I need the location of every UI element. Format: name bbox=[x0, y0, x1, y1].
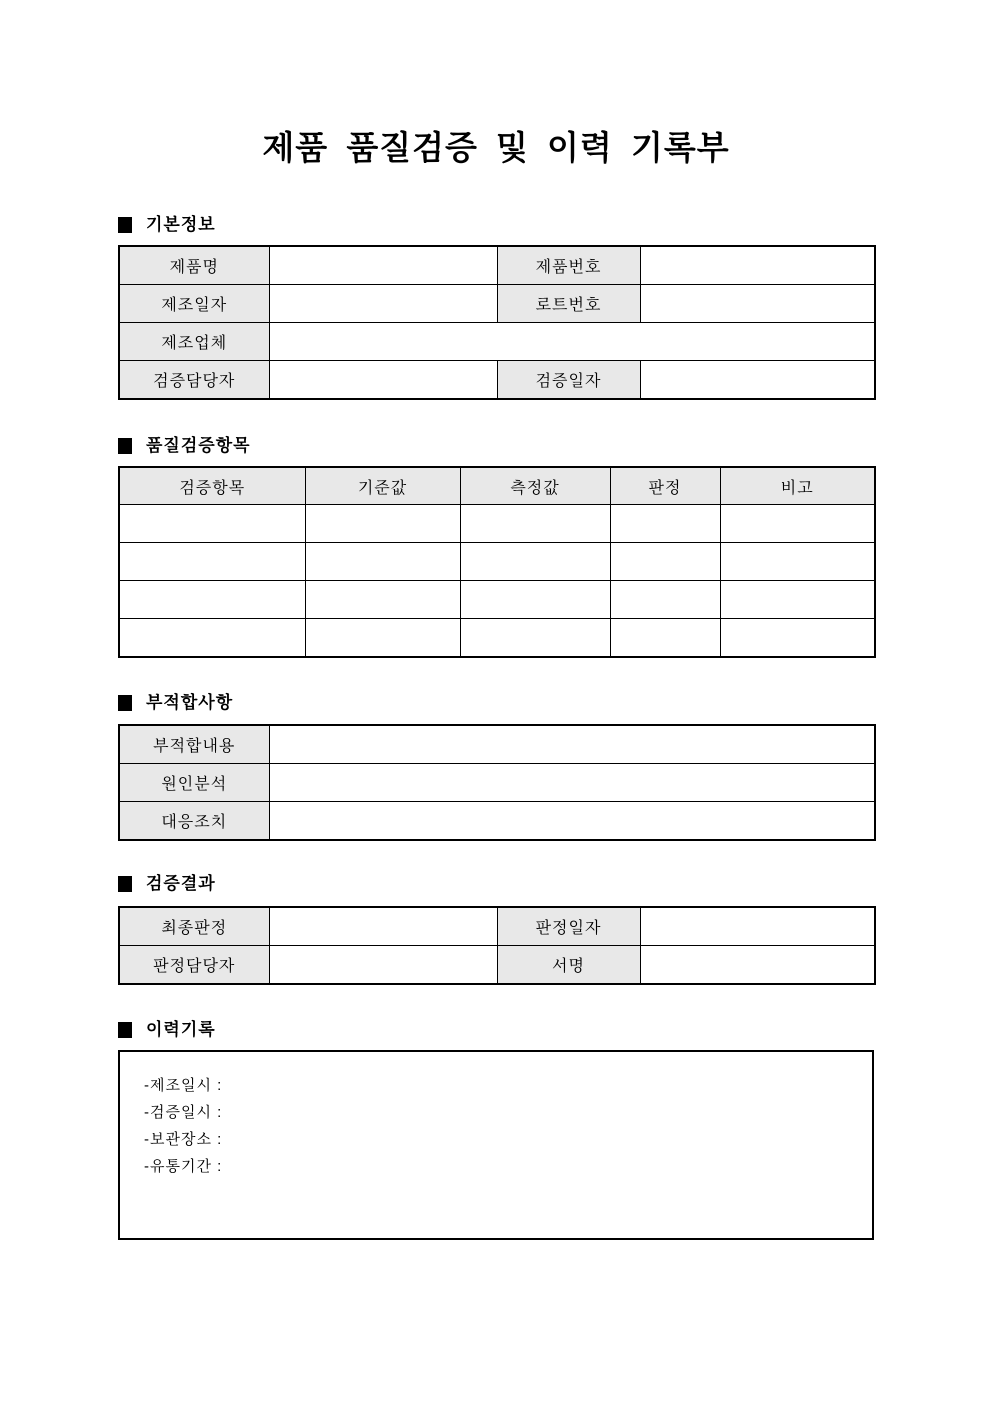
column-header-measured: 측정값 bbox=[460, 467, 610, 505]
basic-info-table bbox=[118, 245, 876, 400]
cell-judgement bbox=[610, 505, 720, 543]
history-record-box bbox=[118, 1050, 874, 1240]
section-marker-icon bbox=[118, 438, 132, 454]
table-row bbox=[119, 907, 875, 946]
value-nonconformance-content bbox=[269, 725, 875, 764]
table-row bbox=[119, 802, 875, 841]
label-final-judgement: 최종판정 bbox=[119, 907, 269, 946]
cell-standard bbox=[305, 505, 460, 543]
value-verification-date bbox=[640, 361, 875, 400]
column-header-item: 검증항목 bbox=[119, 467, 305, 505]
table-row bbox=[119, 323, 875, 361]
cell-item bbox=[119, 543, 305, 581]
section-heading-nonconformance bbox=[118, 693, 233, 713]
label-product-number: 제품번호 bbox=[497, 246, 640, 285]
section-heading-label: 이력기록 bbox=[146, 1020, 216, 1039]
column-header-remarks: 비고 bbox=[720, 467, 875, 505]
table-row bbox=[119, 946, 875, 985]
section-heading-label: 품질검증항목 bbox=[146, 436, 251, 455]
cell-remarks bbox=[720, 543, 875, 581]
label-cause-analysis: 원인분석 bbox=[119, 764, 269, 802]
section-heading-label: 기본정보 bbox=[146, 215, 216, 234]
table-row bbox=[119, 361, 875, 400]
label-product-name: 제품명 bbox=[119, 246, 269, 285]
label-lot-number: 로트번호 bbox=[497, 285, 640, 323]
history-line-manufacture-datetime: -제조일시 : bbox=[144, 1077, 223, 1094]
table-row bbox=[119, 285, 875, 323]
table-row bbox=[119, 619, 875, 658]
value-final-judgement bbox=[269, 907, 497, 946]
document-title: 제품 품질검증 및 이력 기록부 bbox=[262, 129, 730, 166]
cell-measured bbox=[460, 581, 610, 619]
label-nonconformance-content: 부적합내용 bbox=[119, 725, 269, 764]
section-marker-icon bbox=[118, 695, 132, 711]
history-line-verification-datetime: -검증일시 : bbox=[144, 1104, 223, 1121]
section-heading-basic-info bbox=[118, 215, 216, 235]
quality-items-table bbox=[118, 466, 876, 658]
value-judgement-date bbox=[640, 907, 875, 946]
value-product-number bbox=[640, 246, 875, 285]
label-manufacturer: 제조업체 bbox=[119, 323, 269, 361]
value-manufacturer bbox=[269, 323, 875, 361]
table-row bbox=[119, 725, 875, 764]
cell-judgement bbox=[610, 619, 720, 658]
table-row bbox=[119, 543, 875, 581]
label-verifier: 검증담당자 bbox=[119, 361, 269, 400]
table-row bbox=[119, 764, 875, 802]
cell-measured bbox=[460, 543, 610, 581]
label-corrective-action: 대응조치 bbox=[119, 802, 269, 841]
table-row bbox=[119, 581, 875, 619]
value-signature bbox=[640, 946, 875, 985]
section-heading-history bbox=[118, 1020, 216, 1040]
history-line-storage-location: -보관장소 : bbox=[144, 1131, 223, 1148]
section-marker-icon bbox=[118, 1022, 132, 1038]
cell-remarks bbox=[720, 505, 875, 543]
cell-standard bbox=[305, 619, 460, 658]
cell-remarks bbox=[720, 619, 875, 658]
cell-item bbox=[119, 619, 305, 658]
label-manufacture-date: 제조일자 bbox=[119, 285, 269, 323]
cell-standard bbox=[305, 581, 460, 619]
section-marker-icon bbox=[118, 217, 132, 233]
value-corrective-action bbox=[269, 802, 875, 841]
table-header-row bbox=[119, 467, 875, 505]
cell-standard bbox=[305, 543, 460, 581]
section-heading-label: 검증결과 bbox=[146, 874, 216, 893]
label-judgement-date: 판정일자 bbox=[497, 907, 640, 946]
value-manufacture-date bbox=[269, 285, 497, 323]
label-judgement-person: 판정담당자 bbox=[119, 946, 269, 985]
section-heading-label: 부적합사항 bbox=[146, 693, 234, 712]
verification-result-table bbox=[118, 906, 876, 985]
cell-remarks bbox=[720, 581, 875, 619]
value-cause-analysis bbox=[269, 764, 875, 802]
section-heading-quality-items bbox=[118, 436, 251, 456]
history-line-distribution-period: -유통기간 : bbox=[144, 1158, 223, 1175]
column-header-standard: 기준값 bbox=[305, 467, 460, 505]
section-heading-verification-result bbox=[118, 874, 216, 894]
label-verification-date: 검증일자 bbox=[497, 361, 640, 400]
cell-judgement bbox=[610, 581, 720, 619]
cell-item bbox=[119, 505, 305, 543]
label-signature: 서명 bbox=[497, 946, 640, 985]
nonconformance-table bbox=[118, 724, 876, 841]
value-judgement-person bbox=[269, 946, 497, 985]
cell-measured bbox=[460, 619, 610, 658]
cell-judgement bbox=[610, 543, 720, 581]
cell-measured bbox=[460, 505, 610, 543]
cell-item bbox=[119, 581, 305, 619]
value-product-name bbox=[269, 246, 497, 285]
value-lot-number bbox=[640, 285, 875, 323]
table-row bbox=[119, 246, 875, 285]
section-marker-icon bbox=[118, 876, 132, 892]
table-row bbox=[119, 505, 875, 543]
column-header-judgement: 판정 bbox=[610, 467, 720, 505]
value-verifier bbox=[269, 361, 497, 400]
